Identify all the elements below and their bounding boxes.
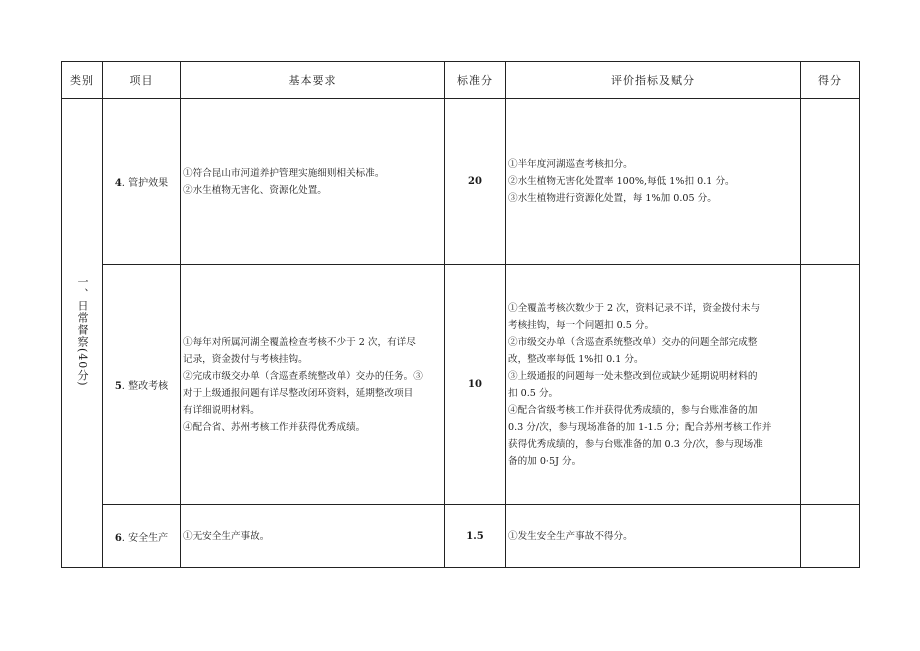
criteria-line: ①全覆盖考核次数少于 2 次，资料记录不详，资金拨付未与 — [508, 302, 761, 314]
category-label: 一、日常督察(40分) — [76, 275, 89, 387]
requirement-line: ①无安全生产事故。 — [183, 530, 270, 542]
requirement-cell — [181, 99, 445, 265]
criteria-line: 0.3 分/次，参与现场准备的加 1-1.5 分；配合苏州考核工作并 — [508, 421, 772, 433]
criteria-line: ③水生植物进行资源化处置，每 1%加 0.05 分。 — [508, 193, 717, 204]
item-cell — [103, 265, 181, 505]
score-cell[interactable] — [801, 265, 860, 505]
header-category: 类别 — [62, 62, 103, 99]
criteria-line: ②水生植物无害化处置率 100%,每低 1%扣 0.1 分。 — [508, 176, 735, 187]
header-criteria: 评价指标及赋分 — [506, 62, 801, 99]
requirement-cell — [181, 265, 445, 505]
header-requirement: 基本要求 — [181, 62, 445, 99]
criteria-line: 扣 0.5 分。 — [508, 387, 559, 399]
standard-score-cell: 20 — [445, 99, 506, 265]
item-number: 4 — [114, 178, 122, 189]
table-row — [62, 265, 860, 505]
requirement-cell — [181, 505, 445, 568]
requirement-line: 对于上级通报问题有详尽整改闭环资料，延期整改项目 — [183, 387, 414, 399]
requirement-line: ①每年对所属河湖全覆盖检查考核不少于 2 次，有详尽 — [183, 336, 416, 348]
table-row — [62, 505, 860, 568]
evaluation-table — [61, 61, 860, 568]
item-name: . 管护效果 — [121, 178, 169, 189]
criteria-line: 考核挂钩，每一个问题扣 0.5 分。 — [508, 319, 655, 331]
criteria-line: 获得优秀成绩的，参与台账准备的加 0.3 分/次，参与现场准 — [508, 438, 763, 450]
criteria-line: 改，整改率每低 1%扣 0.1 分。 — [508, 353, 644, 365]
header-standard-score: 标准分 — [445, 62, 506, 99]
table-header-row — [62, 62, 860, 99]
criteria-line: ③上级通报的问题每一处未整改到位或缺少延期说明材料的 — [508, 370, 758, 382]
evaluation-table-container — [61, 61, 859, 567]
table-row — [62, 99, 860, 265]
requirement-line: ④配合省、苏州考核工作并获得优秀成绩。 — [183, 421, 366, 433]
requirement-line: 记录，资金拨付与考核挂钩。 — [183, 353, 308, 365]
requirement-line: ①符合昆山市河道养护管理实施细则相关标准。 — [183, 167, 385, 179]
criteria-line: ②市级交办单（含巡查系统整改单）交办的问题全部完成整 — [508, 336, 758, 348]
item-cell — [103, 505, 181, 568]
criteria-cell — [506, 99, 801, 265]
item-cell — [103, 99, 181, 265]
header-item: 项目 — [103, 62, 181, 99]
criteria-line: ①半年度河湖巡查考核扣分。 — [508, 159, 633, 170]
requirement-line: ②水生植物无害化、资源化处置。 — [183, 184, 327, 196]
score-cell[interactable] — [801, 505, 860, 568]
standard-score-cell: 10 — [445, 265, 506, 505]
item-number: 5 — [114, 381, 122, 392]
item-number: 6 — [114, 532, 122, 544]
item-name: . 安全生产 — [121, 532, 169, 544]
criteria-cell — [506, 505, 801, 568]
standard-score-cell: 1.5 — [445, 505, 506, 568]
criteria-line: ①发生安全生产事故不得分。 — [508, 530, 633, 542]
header-score: 得分 — [801, 62, 860, 99]
category-cell — [62, 99, 103, 568]
criteria-cell — [506, 265, 801, 505]
score-cell[interactable] — [801, 99, 860, 265]
criteria-line: 备的加 0·5J 分。 — [508, 455, 582, 467]
requirement-line: 有详细说明材料。 — [183, 404, 260, 416]
criteria-line: ④配合省级考核工作并获得优秀成绩的，参与台账准备的加 — [508, 404, 758, 416]
item-name: . 整改考核 — [121, 381, 169, 392]
requirement-line: ②完成市级交办单（含巡查系统整改单）交办的任务。③ — [183, 370, 423, 382]
